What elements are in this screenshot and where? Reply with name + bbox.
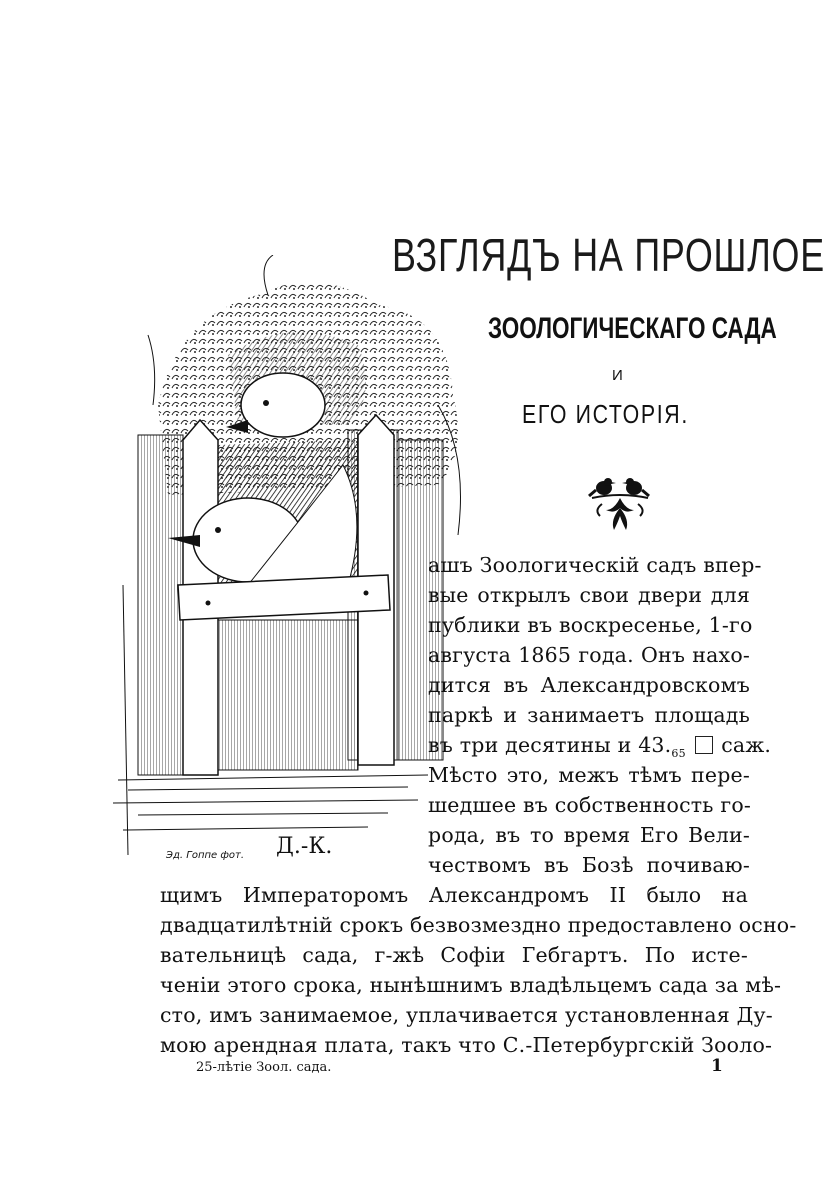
- fence-birds-illustration: [108, 255, 480, 870]
- artist-signature: Д.-К.: [276, 834, 333, 859]
- text-line: двадцатилѣтній срокъ безвозмездно предоставлено осно-: [160, 913, 797, 937]
- text-line: шедшее въ собственность го-: [428, 793, 751, 817]
- text-line: щимъ Императоромъ Александромъ II было на: [160, 883, 748, 907]
- text-line: дится въ Александровскомъ: [428, 673, 750, 697]
- text-line: рода, въ то время Его Вели-: [428, 823, 750, 847]
- text-line: мою арендная плата, такъ что С.-Петербургскій Зооло-: [160, 1033, 773, 1057]
- text-line: чествомъ въ Бозѣ почиваю-: [428, 853, 750, 877]
- text-line: Мѣсто это, межъ тѣмъ пере-: [428, 763, 750, 787]
- page-number: 1: [711, 1056, 723, 1076]
- text-line: паркѣ и занимаетъ площадь: [428, 703, 750, 727]
- text-line: вательницѣ сада, г-жѣ Софіи Гебгартъ. По исте-: [160, 943, 748, 967]
- square-symbol-icon: [695, 736, 713, 754]
- text-line: сто, имъ занимаемое, уплачивается установленная Ду-: [160, 1003, 773, 1027]
- text-line: августа 1865 года. Онъ нахо-: [428, 643, 750, 667]
- area-unit: саж.: [721, 733, 772, 757]
- page-subtitle: ЗООЛОГИЧЕСКАГО САДА: [488, 312, 777, 345]
- text-line: ченіи этого срока, нынѣшнимъ владѣльцемъ сада за мѣ-: [160, 973, 782, 997]
- birds-vignette-icon: [584, 470, 656, 536]
- text-line: ашъ Зоологическій садъ впер-: [428, 553, 762, 577]
- signature-mark: 25-лѣтіе Зоол. сада.: [196, 1060, 332, 1075]
- title-conjunction: И: [612, 367, 623, 384]
- text-line: вые открылъ свои двери для: [428, 583, 750, 607]
- area-line: [428, 730, 772, 761]
- title-history: ЕГО ИСТОРІЯ.: [522, 399, 689, 429]
- area-text: въ три десятины и 43.: [428, 733, 672, 757]
- text-line: публики въ воскресенье, 1-го: [428, 613, 753, 637]
- area-fraction: 65: [671, 747, 686, 761]
- page-title: ВЗГЛЯДЪ НА ПРОШЛОЕ: [392, 229, 825, 281]
- illustration-caption: Эд. Гоппе фот.: [166, 850, 245, 861]
